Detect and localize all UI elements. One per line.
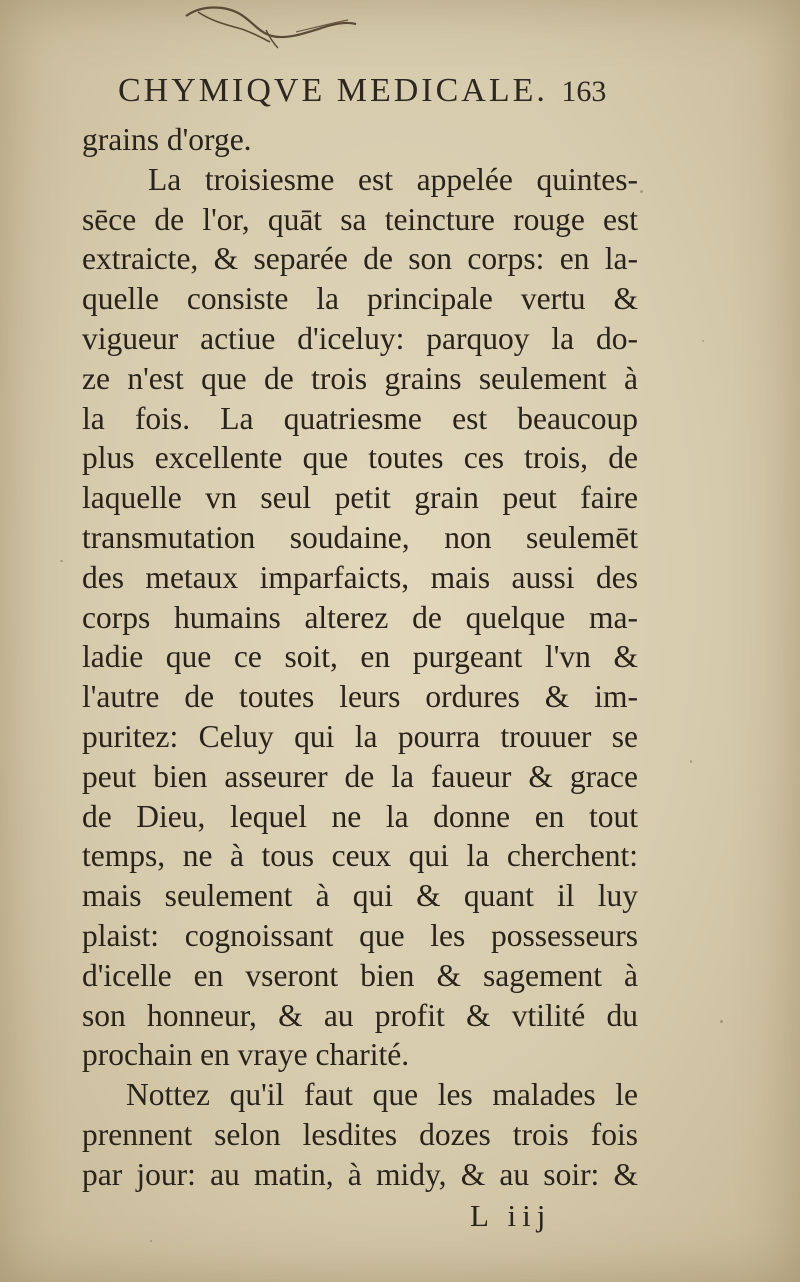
text-line: vigueur actiue d'iceluy: parquoy la do-: [82, 320, 638, 356]
text-line: temps, ne à tous ceux qui la cherchent:: [82, 838, 638, 874]
text-line: d'icelle en vseront bien & sagement à: [82, 957, 638, 993]
text-line: l'autre de toutes leurs ordures & im-: [82, 679, 638, 715]
text-line: corps humains alterez de quelque ma-: [82, 599, 638, 635]
text-line: transmutation soudaine, non seulemēt: [82, 519, 638, 555]
running-head: [118, 72, 658, 120]
text-line: ze n'est que de trois grains seulement à: [82, 360, 638, 396]
text-line: prennent selon lesdites dozes trois fois: [82, 1116, 638, 1152]
signature-mark: L iij: [470, 1198, 552, 1233]
text-line: plaist: cognoissant que les possesseurs: [82, 917, 638, 953]
text-line: mais seulement à qui & quant il luy: [82, 878, 638, 914]
paper-speck: [702, 340, 704, 342]
paper-speck: [60, 560, 63, 562]
decorative-flourish-icon: [178, 2, 363, 52]
text-line: laquelle vn seul petit grain peut faire: [82, 480, 638, 516]
body-text: [82, 120, 638, 1195]
paper-speck: [150, 1240, 152, 1242]
text-line: la fois. La quatriesme est beaucoup: [82, 400, 638, 436]
text-line: par jour: au matin, à midy, & au soir: &: [82, 1156, 638, 1192]
text-line: des metaux imparfaicts, mais aussi des: [82, 559, 638, 595]
running-head-title: CHYMIQVE MEDICALE.: [118, 72, 548, 109]
text-line: puritez: Celuy qui la pourra trouuer se: [82, 718, 638, 754]
paper-speck: [690, 760, 692, 763]
text-line: sēce de l'or, quāt sa teincture rouge est: [82, 201, 638, 237]
paper-speck: [640, 190, 643, 193]
text-line: de Dieu, lequel ne la donne en tout: [82, 798, 638, 834]
paper-speck: [720, 1020, 723, 1023]
text-line: peut bien asseurer de la faueur & grace: [82, 758, 638, 794]
text-line: Nottez qu'il faut que les malades le: [126, 1077, 638, 1113]
text-line: plus excellente que toutes ces trois, de: [82, 440, 638, 476]
text-line: prochain en vraye charité.: [82, 1037, 410, 1073]
page-number: 163: [561, 75, 607, 108]
text-line: quelle consiste la principale vertu &: [82, 281, 638, 317]
text-line: grains d'orge.: [82, 122, 252, 157]
text-line: son honneur, & au profit & vtilité du: [82, 997, 638, 1033]
text-line: extraicte, & separée de son corps: en la-: [82, 241, 638, 277]
text-line: La troisiesme est appelée quintes-: [148, 161, 638, 197]
text-line: ladie que ce soit, en purgeant l'vn &: [82, 639, 638, 675]
